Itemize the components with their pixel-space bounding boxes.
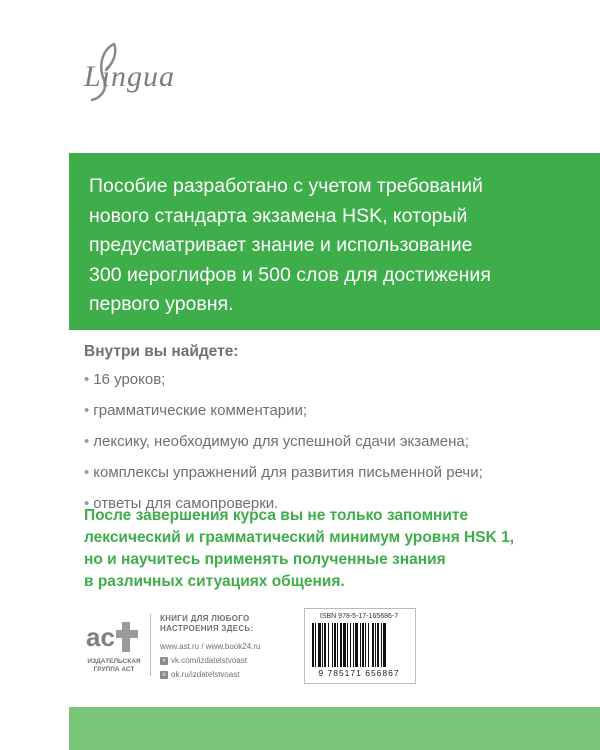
summary-line: но и научитесь применять полученные знания bbox=[84, 551, 446, 568]
barcode-icon bbox=[310, 623, 408, 669]
contents-list bbox=[84, 370, 483, 525]
isbn-text: ISBN 978-5-17-165686-7 bbox=[319, 613, 399, 620]
intro-line: нового стандарта экзамена HSK, который bbox=[89, 204, 468, 227]
svg-text:ac: ac bbox=[86, 622, 115, 652]
vk-link[interactable]: v vk.com/izdatelstvoast bbox=[160, 656, 247, 665]
intro-line: Пособие разработано с учетом требований bbox=[89, 175, 483, 197]
intro-line: 300 иероглифов и 500 слов для достижения bbox=[89, 263, 491, 286]
ok-icon: o bbox=[160, 671, 168, 679]
bullet-icon: • bbox=[84, 402, 90, 419]
list-item: • грамматические комментарии; bbox=[84, 402, 308, 419]
summary-line: После завершения курса вы не только запомните bbox=[84, 507, 469, 524]
lingua-logo: Lingua bbox=[84, 60, 176, 93]
intro-line: предусматривает знание и использование bbox=[89, 234, 473, 256]
ast-logo-icon bbox=[84, 616, 142, 656]
bullet-icon: • bbox=[84, 495, 90, 512]
bullet-icon: • bbox=[84, 433, 90, 450]
barcode-number: 9 785171 656867 bbox=[318, 668, 400, 678]
intro-text bbox=[89, 172, 589, 320]
vk-icon: v bbox=[160, 657, 168, 665]
divider bbox=[150, 614, 151, 676]
list-item: • комплексы упражнений для развития письменной речи; bbox=[84, 464, 483, 481]
publisher-footer bbox=[84, 604, 534, 684]
summary-text bbox=[84, 505, 514, 593]
ok-link[interactable]: o ok.ru/izdatelstvoast bbox=[160, 670, 239, 679]
summary-line: лексический и грамматический минимум уровня HSK 1, bbox=[84, 529, 515, 546]
bullet-icon: • bbox=[84, 464, 90, 481]
list-item: • лексику, необходимую для успешной сдачи экзамена; bbox=[84, 433, 469, 450]
intro-line: первого уровня. bbox=[89, 293, 234, 315]
publisher-caption: ИЗДАТЕЛЬСКАЯ ГРУППА АСТ bbox=[87, 658, 141, 673]
bottom-bar bbox=[69, 707, 600, 750]
inside-title: Внутри вы найдете: bbox=[84, 343, 239, 360]
bullet-icon: • bbox=[84, 371, 90, 388]
list-item: • 16 уроков; bbox=[84, 371, 166, 388]
summary-line: в различных ситуациях общения. bbox=[84, 573, 345, 590]
list-item: • ответы для самопроверки. bbox=[84, 495, 279, 512]
websites-link[interactable]: www.ast.ru / www.book24.ru bbox=[160, 642, 261, 651]
books-title: КНИГИ ДЛЯ ЛЮБОГО НАСТРОЕНИЯ ЗДЕСЬ: bbox=[160, 614, 254, 633]
